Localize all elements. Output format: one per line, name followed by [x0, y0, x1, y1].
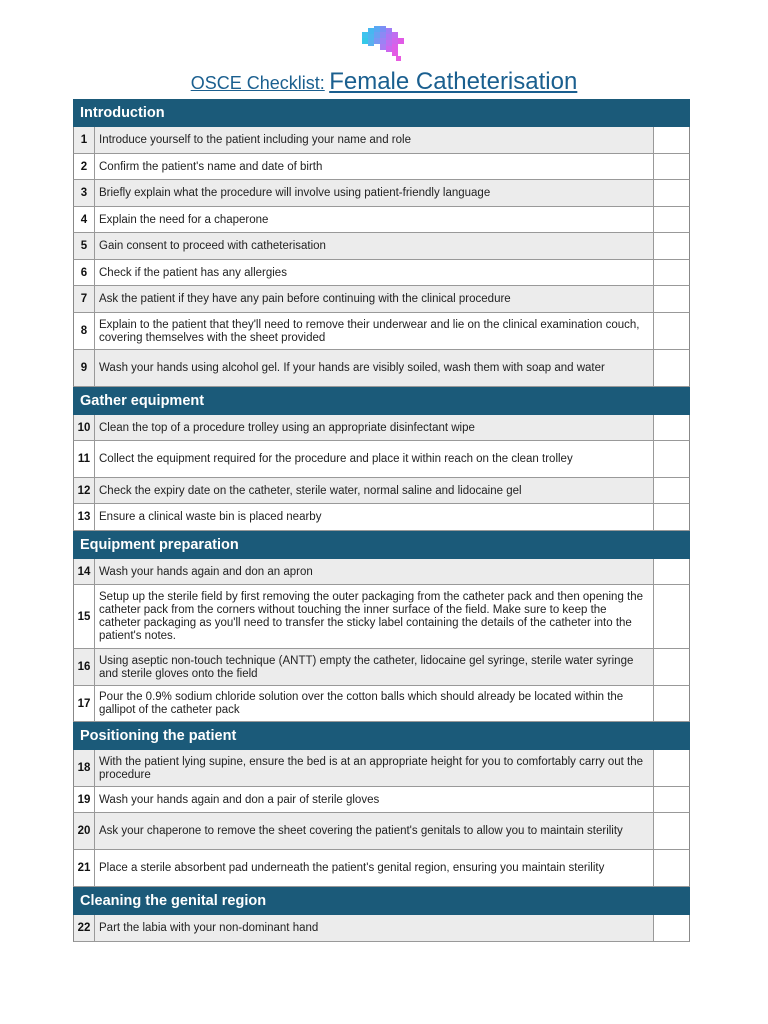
item-text: Check if the patient has any allergies — [99, 266, 287, 279]
checklist-row — [73, 504, 690, 531]
checklist-row — [73, 686, 690, 722]
checkbox-cell[interactable] — [653, 415, 689, 440]
title-prefix: OSCE Checklist: — [190, 73, 325, 93]
checklist-row — [73, 180, 690, 207]
item-number: 20 — [74, 813, 95, 849]
checklist-row — [73, 850, 690, 887]
item-number: 17 — [74, 686, 95, 721]
section-header: Gather equipment — [73, 387, 690, 415]
page-title — [0, 68, 768, 96]
item-number: 9 — [74, 350, 95, 386]
item-number: 19 — [74, 787, 95, 812]
item-text: Introduce yourself to the patient including your name and role — [99, 134, 411, 146]
item-number: 2 — [74, 154, 95, 179]
item-number: 13 — [74, 504, 95, 530]
checkbox-cell[interactable] — [653, 233, 689, 259]
checklist-row — [73, 478, 690, 504]
item-number: 7 — [74, 286, 95, 312]
checklist-row — [73, 441, 690, 478]
item-text: Part the labia with your non-dominant hand — [99, 922, 319, 934]
item-text: Wash your hands using alcohol gel. If your hands are visibly soiled, wash them with soap and water — [99, 362, 605, 374]
item-number: 8 — [74, 313, 95, 349]
section-header: Introduction — [73, 99, 690, 127]
checklist-row — [73, 313, 690, 350]
item-number: 5 — [74, 233, 95, 259]
checklist-row — [73, 260, 690, 286]
checkbox-cell[interactable] — [653, 649, 689, 685]
item-text: Explain to the patient that they'll need to remove their underwear and lie on the clinical examination couch, covering themselves with the sheet provided — [99, 318, 640, 344]
checkbox-cell[interactable] — [653, 260, 689, 285]
item-number: 16 — [74, 649, 95, 685]
item-text: Check the expiry date on the catheter, sterile water, normal saline and lidocaine gel — [99, 484, 522, 497]
item-number: 4 — [74, 207, 95, 232]
item-number: 10 — [74, 415, 95, 440]
checklist-row — [73, 813, 690, 850]
title-main: Female Catheterisation — [329, 68, 578, 95]
item-number: 15 — [74, 585, 95, 648]
checklist-table — [73, 99, 690, 942]
section-header: Cleaning the genital region — [73, 887, 690, 915]
checkbox-cell[interactable] — [653, 207, 689, 232]
item-number: 1 — [74, 127, 95, 153]
item-text: Setup up the sterile field by first removing the outer packaging from the catheter pack and then opening the catheter pack from the corners without touching the inner surface of the field. Make sure to keep the catheter packaging as you'll need to transfer the sticky label containing the details of the catheter into the patient's notes. — [99, 591, 644, 642]
item-number: 3 — [74, 180, 95, 206]
checklist-row — [73, 127, 690, 154]
section-header: Equipment preparation — [73, 531, 690, 559]
item-text: Confirm the patient's name and date of birth — [99, 160, 323, 173]
checkbox-cell[interactable] — [653, 350, 689, 386]
checklist-row — [73, 233, 690, 260]
item-number: 11 — [74, 441, 95, 477]
checkbox-cell[interactable] — [653, 127, 689, 153]
item-text: Ask the patient if they have any pain before continuing with the clinical procedure — [99, 293, 511, 305]
checkbox-cell[interactable] — [653, 750, 689, 786]
checkbox-cell[interactable] — [653, 286, 689, 312]
item-number: 22 — [74, 915, 95, 941]
item-text: Pour the 0.9% sodium chloride solution over the cotton balls which should already be located within the gallipot of the catheter pack — [99, 691, 624, 716]
checklist-row — [73, 787, 690, 813]
checklist-row — [73, 207, 690, 233]
checkbox-cell[interactable] — [653, 585, 689, 648]
checkbox-cell[interactable] — [653, 441, 689, 477]
checkbox-cell[interactable] — [653, 850, 689, 886]
checkbox-cell[interactable] — [653, 478, 689, 503]
item-number: 14 — [74, 559, 95, 584]
item-text: Explain the need for a chaperone — [99, 213, 269, 226]
checkbox-cell[interactable] — [653, 787, 689, 812]
checkbox-cell[interactable] — [653, 313, 689, 349]
checkbox-cell[interactable] — [653, 559, 689, 584]
item-text: Wash your hands again and don an apron — [99, 565, 313, 578]
item-text: With the patient lying supine, ensure the bed is at an appropriate height for you to comfortably carry out the procedure — [99, 755, 644, 781]
checkbox-cell[interactable] — [653, 180, 689, 206]
checklist-row — [73, 154, 690, 180]
item-number: 6 — [74, 260, 95, 285]
item-text: Gain consent to proceed with catheterisation — [99, 240, 326, 252]
checklist-row — [73, 286, 690, 313]
item-text: Place a sterile absorbent pad underneath the patient's genital region, ensuring you maintain sterility — [99, 862, 605, 874]
brain-logo-icon — [358, 24, 410, 66]
checkbox-cell[interactable] — [653, 154, 689, 179]
section-header: Positioning the patient — [73, 722, 690, 750]
checklist-row — [73, 415, 690, 441]
checklist-row — [73, 915, 690, 942]
checkbox-cell[interactable] — [653, 915, 689, 941]
checkbox-cell[interactable] — [653, 686, 689, 721]
checklist-row — [73, 585, 690, 649]
item-text: Wash your hands again and don a pair of sterile gloves — [99, 793, 380, 806]
item-text: Using aseptic non-touch technique (ANTT) empty the catheter, lidocaine gel syringe, sterile water syringe and sterile gloves onto the field — [99, 654, 634, 680]
checkbox-cell[interactable] — [653, 813, 689, 849]
checklist-row — [73, 750, 690, 787]
checklist-row — [73, 559, 690, 585]
item-text: Briefly explain what the procedure will involve using patient-friendly language — [99, 187, 491, 199]
item-text: Clean the top of a procedure trolley using an appropriate disinfectant wipe — [99, 421, 475, 434]
item-text: Collect the equipment required for the procedure and place it within reach on the clean trolley — [99, 453, 573, 465]
item-number: 12 — [74, 478, 95, 503]
checklist-row — [73, 350, 690, 387]
checkbox-cell[interactable] — [653, 504, 689, 530]
item-text: Ensure a clinical waste bin is placed nearby — [99, 511, 322, 523]
item-text: Ask your chaperone to remove the sheet covering the patient's genitals to allow you to maintain sterility — [99, 825, 623, 837]
checklist-row — [73, 649, 690, 686]
item-number: 18 — [74, 750, 95, 786]
item-number: 21 — [74, 850, 95, 886]
